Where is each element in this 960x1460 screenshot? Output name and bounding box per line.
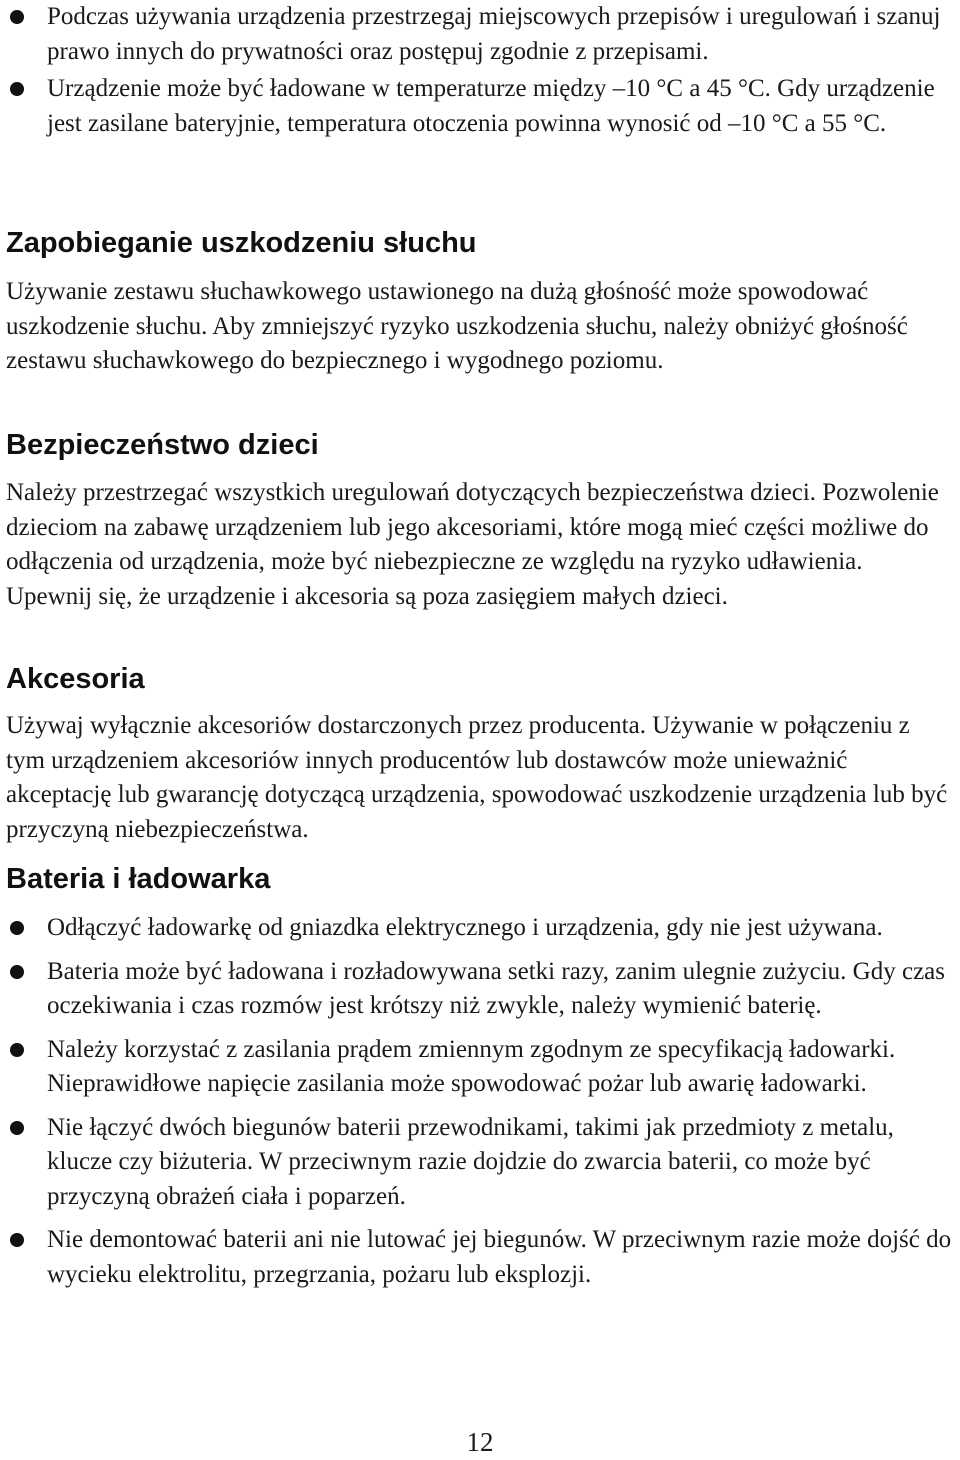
- bullet-icon: [10, 921, 24, 935]
- bullet-text: Odłączyć ładowarkę od gniazdka elektrycznego i urządzenia, gdy nie jest używana.: [47, 914, 883, 941]
- list-item: [0, 72, 960, 141]
- bullet-icon: [10, 1121, 24, 1135]
- bullet-text: Urządzenie może być ładowane w temperaturze między –10 °C a 45 °C. Gdy urządzenie jest zasilane bateryjnie, temperatura otoczenia powinna wynosić od –10 °C a 55 °C.: [47, 75, 935, 137]
- section-heading-children: Bezpieczeństwo dzieci: [6, 429, 319, 461]
- bullet-text: Nie demontować baterii ani nie lutować jej biegunów. W przeciwnym razie może dojść do wycieku elektrolitu, przegrzania, pożaru lub eksplozji.: [47, 1226, 952, 1288]
- bullet-icon: [10, 82, 24, 96]
- list-item: [0, 1111, 960, 1215]
- section-heading-battery: Bateria i ładowarka: [6, 863, 271, 895]
- list-item: [0, 0, 960, 69]
- bullet-text: Należy korzystać z zasilania prądem zmiennym zgodnym ze specyfikacją ładowarki. Nieprawidłowe napięcie zasilania może spowodować pożar lub awarię ładowarki.: [47, 1035, 896, 1097]
- bullet-icon: [10, 965, 24, 979]
- top-bullet-list: [0, 0, 960, 141]
- section-heading-hearing: Zapobieganie uszkodzeniu słuchu: [6, 227, 477, 259]
- paragraph-hearing: Używanie zestawu słuchawkowego ustawionego na dużą głośność może spowodować uszkodzenie słuchu. Aby zmniejszyć ryzyko uszkodzenia słuchu, należy obniżyć głośność zestawu słuchawkowego do bezpiecznego i wygodnego poziomu.: [6, 278, 908, 374]
- bullet-icon: [10, 1043, 24, 1057]
- bullet-icon: [10, 1233, 24, 1247]
- bullet-icon: [10, 10, 24, 24]
- bullet-text: Nie łączyć dwóch biegunów baterii przewodnikami, takimi jak przedmioty z metalu, klucze czy biżuteria. W przeciwnym razie dojdzie do zwarcia baterii, co może być przyczyną obrażeń ciała i poparzeń.: [47, 1113, 894, 1210]
- list-item: [0, 1223, 960, 1292]
- bullet-text: Podczas używania urządzenia przestrzegaj miejscowych przepisów i uregulowań i szanuj prawo innych do prywatności oraz postępuj zgodnie z przepisami.: [47, 3, 941, 65]
- section-heading-accessories: Akcesoria: [6, 663, 145, 695]
- bullet-text: Bateria może być ładowana i rozładowywana setki razy, zanim ulegnie zużyciu. Gdy czas oczekiwania i czas rozmów jest krótszy niż zwykle, należy wymienić baterię.: [47, 957, 945, 1019]
- page-number: 12: [466, 1427, 494, 1457]
- list-item: [0, 911, 960, 946]
- list-item: [0, 955, 960, 1024]
- paragraph-children: Należy przestrzegać wszystkich uregulowań dotyczących bezpieczeństwa dzieci. Pozwolenie dzieciom na zabawę urządzeniem lub jego akcesoriami, które mogą mieć części możliwe do odłączenia od urządzenia, może być niebezpieczne ze względu na ryzyko udławienia. Upewnij się, że urządzenie i akcesoria są poza zasięgiem małych dzieci.: [6, 479, 939, 610]
- list-item: [0, 1033, 960, 1102]
- paragraph-accessories: Używaj wyłącznie akcesoriów dostarczonych przez producenta. Używanie w połączeniu z tym urządzeniem akcesoriów innych producentów lub dostawców może unieważnić akceptację lub gwarancję dotyczącą urządzenia, spowodować uszkodzenie urządzenia lub być przyczyną niebezpieczeństwa.: [6, 712, 948, 843]
- battery-bullet-list: [0, 911, 960, 1292]
